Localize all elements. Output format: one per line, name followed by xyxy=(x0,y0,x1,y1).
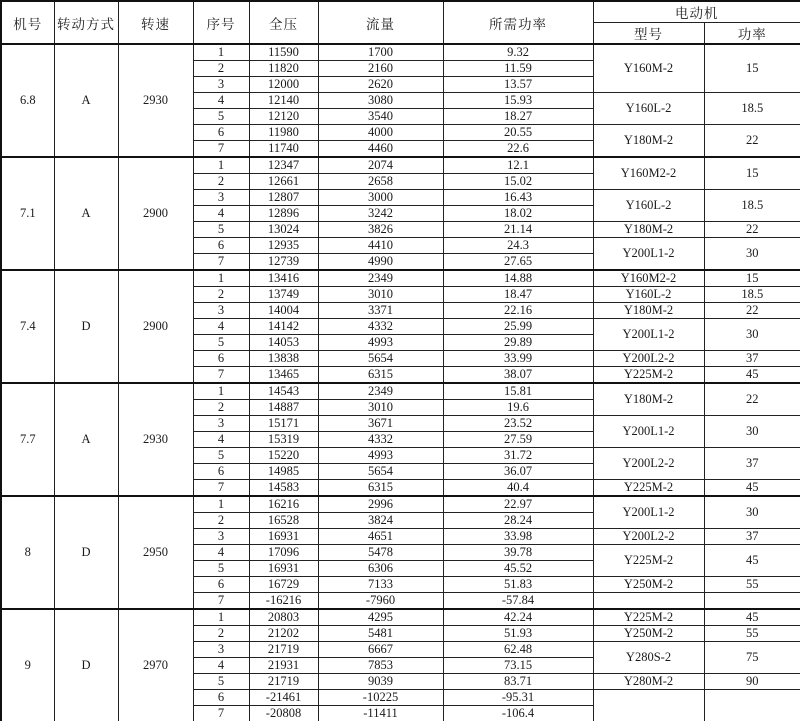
required-power-cell: 40.4 xyxy=(443,480,593,497)
table-row xyxy=(1,609,800,626)
pressure-cell: 21202 xyxy=(249,626,318,642)
required-power-cell: 33.98 xyxy=(443,529,593,545)
pressure-cell: 13416 xyxy=(249,270,318,287)
seq-cell: 1 xyxy=(193,496,249,513)
pressure-cell: 21719 xyxy=(249,674,318,690)
flow-cell: 9039 xyxy=(318,674,443,690)
flow-cell: 3080 xyxy=(318,93,443,109)
required-power-cell: 15.02 xyxy=(443,174,593,190)
header-row-1 xyxy=(1,1,800,23)
motor-model-cell: Y160M2-2 xyxy=(593,270,704,287)
seq-cell: 1 xyxy=(193,44,249,61)
table-row xyxy=(1,157,800,174)
flow-cell: 6306 xyxy=(318,561,443,577)
pressure-cell: 12347 xyxy=(249,157,318,174)
required-power-cell: 20.55 xyxy=(443,125,593,141)
motor-power-cell: 75 xyxy=(704,642,800,674)
flow-cell: 7853 xyxy=(318,658,443,674)
table-body xyxy=(1,44,800,721)
speed-cell: 2950 xyxy=(118,496,193,609)
machine-no-cell: 6.8 xyxy=(1,44,54,157)
seq-cell: 5 xyxy=(193,109,249,125)
motor-model-cell: Y160L-2 xyxy=(593,287,704,303)
motor-power-cell: 45 xyxy=(704,609,800,626)
required-power-cell: 62.48 xyxy=(443,642,593,658)
motor-model-cell: Y180M-2 xyxy=(593,222,704,238)
motor-model-cell: Y200L2-2 xyxy=(593,529,704,545)
required-power-cell: 18.02 xyxy=(443,206,593,222)
pressure-cell: 16931 xyxy=(249,529,318,545)
pressure-cell: 15220 xyxy=(249,448,318,464)
machine-no-cell: 8 xyxy=(1,496,54,609)
motor-model-cell: Y225M-2 xyxy=(593,545,704,577)
seq-cell: 5 xyxy=(193,674,249,690)
pressure-cell: 12807 xyxy=(249,190,318,206)
flow-cell: 4332 xyxy=(318,432,443,448)
flow-cell: -7960 xyxy=(318,593,443,610)
speed-cell: 2970 xyxy=(118,609,193,721)
motor-power-cell: 45 xyxy=(704,367,800,384)
table-row xyxy=(1,270,800,287)
pressure-cell: 16216 xyxy=(249,496,318,513)
drive-mode-cell: D xyxy=(54,496,118,609)
required-power-cell: 25.99 xyxy=(443,319,593,335)
seq-cell: 5 xyxy=(193,561,249,577)
flow-cell: 1700 xyxy=(318,44,443,61)
motor-model-cell: Y280S-2 xyxy=(593,642,704,674)
flow-cell: 4410 xyxy=(318,238,443,254)
seq-cell: 4 xyxy=(193,93,249,109)
required-power-cell: 16.43 xyxy=(443,190,593,206)
drive-mode-cell: A xyxy=(54,44,118,157)
motor-model-cell: Y160L-2 xyxy=(593,190,704,222)
pressure-cell: -16216 xyxy=(249,593,318,610)
required-power-cell: 24.3 xyxy=(443,238,593,254)
motor-power-cell: 15 xyxy=(704,270,800,287)
motor-model-cell xyxy=(593,593,704,610)
flow-cell: 4990 xyxy=(318,254,443,271)
motor-power-cell xyxy=(704,690,800,721)
required-power-cell: 51.93 xyxy=(443,626,593,642)
seq-cell: 2 xyxy=(193,287,249,303)
flow-cell: 6315 xyxy=(318,480,443,497)
motor-model-cell: Y180M-2 xyxy=(593,383,704,416)
flow-cell: 2620 xyxy=(318,77,443,93)
required-power-cell: -57.84 xyxy=(443,593,593,610)
flow-cell: 5481 xyxy=(318,626,443,642)
pressure-cell: 12896 xyxy=(249,206,318,222)
seq-cell: 1 xyxy=(193,383,249,400)
flow-cell: 3824 xyxy=(318,513,443,529)
motor-power-cell: 45 xyxy=(704,545,800,577)
seq-cell: 5 xyxy=(193,222,249,238)
required-power-cell: 19.6 xyxy=(443,400,593,416)
flow-cell: 2996 xyxy=(318,496,443,513)
header-drive-mode: 转动方式 xyxy=(54,1,118,44)
seq-cell: 3 xyxy=(193,190,249,206)
seq-cell: 3 xyxy=(193,416,249,432)
required-power-cell: 29.89 xyxy=(443,335,593,351)
pressure-cell: 16528 xyxy=(249,513,318,529)
pressure-cell: 14887 xyxy=(249,400,318,416)
header-pressure: 全压 xyxy=(249,1,318,44)
pressure-cell: 12739 xyxy=(249,254,318,271)
motor-model-cell: Y225M-2 xyxy=(593,367,704,384)
seq-cell: 2 xyxy=(193,626,249,642)
drive-mode-cell: A xyxy=(54,157,118,270)
required-power-cell: 9.32 xyxy=(443,44,593,61)
speed-cell: 2930 xyxy=(118,383,193,496)
required-power-cell: 14.88 xyxy=(443,270,593,287)
pressure-cell: 17096 xyxy=(249,545,318,561)
header-required-power: 所需功率 xyxy=(443,1,593,44)
flow-cell: -11411 xyxy=(318,706,443,721)
motor-model-cell: Y200L1-2 xyxy=(593,319,704,351)
motor-model-cell: Y200L1-2 xyxy=(593,238,704,271)
flow-cell: 5478 xyxy=(318,545,443,561)
header-machine-no: 机号 xyxy=(1,1,54,44)
required-power-cell: 11.59 xyxy=(443,61,593,77)
flow-cell: 3671 xyxy=(318,416,443,432)
seq-cell: 4 xyxy=(193,658,249,674)
motor-power-cell xyxy=(704,593,800,610)
seq-cell: 4 xyxy=(193,545,249,561)
pressure-cell: -20808 xyxy=(249,706,318,721)
motor-model-cell: Y250M-2 xyxy=(593,626,704,642)
motor-power-cell: 37 xyxy=(704,351,800,367)
pressure-cell: 20803 xyxy=(249,609,318,626)
required-power-cell: 21.14 xyxy=(443,222,593,238)
required-power-cell: 45.52 xyxy=(443,561,593,577)
seq-cell: 7 xyxy=(193,480,249,497)
motor-power-cell: 22 xyxy=(704,125,800,158)
machine-no-cell: 7.4 xyxy=(1,270,54,383)
required-power-cell: 22.97 xyxy=(443,496,593,513)
flow-cell: 4651 xyxy=(318,529,443,545)
required-power-cell: -106.4 xyxy=(443,706,593,721)
drive-mode-cell: A xyxy=(54,383,118,496)
motor-power-cell: 55 xyxy=(704,626,800,642)
flow-cell: -10225 xyxy=(318,690,443,706)
seq-cell: 4 xyxy=(193,432,249,448)
flow-cell: 4000 xyxy=(318,125,443,141)
motor-model-cell: Y200L1-2 xyxy=(593,416,704,448)
motor-power-cell: 22 xyxy=(704,303,800,319)
motor-model-cell: Y225M-2 xyxy=(593,480,704,497)
flow-cell: 7133 xyxy=(318,577,443,593)
table-row xyxy=(1,44,800,61)
table-row xyxy=(1,383,800,400)
required-power-cell: 15.81 xyxy=(443,383,593,400)
required-power-cell: 36.07 xyxy=(443,464,593,480)
required-power-cell: 33.99 xyxy=(443,351,593,367)
seq-cell: 4 xyxy=(193,206,249,222)
seq-cell: 2 xyxy=(193,174,249,190)
drive-mode-cell: D xyxy=(54,270,118,383)
pressure-cell: 14053 xyxy=(249,335,318,351)
motor-model-cell: Y200L2-2 xyxy=(593,351,704,367)
motor-power-cell: 30 xyxy=(704,319,800,351)
required-power-cell: 18.47 xyxy=(443,287,593,303)
pressure-cell: 13749 xyxy=(249,287,318,303)
seq-cell: 1 xyxy=(193,157,249,174)
pressure-cell: 12935 xyxy=(249,238,318,254)
seq-cell: 5 xyxy=(193,448,249,464)
flow-cell: 4460 xyxy=(318,141,443,158)
flow-cell: 2074 xyxy=(318,157,443,174)
pressure-cell: 12120 xyxy=(249,109,318,125)
motor-power-cell: 55 xyxy=(704,577,800,593)
seq-cell: 7 xyxy=(193,706,249,721)
seq-cell: 3 xyxy=(193,529,249,545)
motor-model-cell: Y160M2-2 xyxy=(593,157,704,190)
required-power-cell: 51.83 xyxy=(443,577,593,593)
seq-cell: 1 xyxy=(193,609,249,626)
speed-cell: 2930 xyxy=(118,44,193,157)
motor-model-cell: Y200L1-2 xyxy=(593,496,704,529)
flow-cell: 4993 xyxy=(318,335,443,351)
pressure-cell: 14543 xyxy=(249,383,318,400)
required-power-cell: 23.52 xyxy=(443,416,593,432)
seq-cell: 2 xyxy=(193,400,249,416)
motor-power-cell: 18.5 xyxy=(704,190,800,222)
motor-power-cell: 37 xyxy=(704,448,800,480)
flow-cell: 4295 xyxy=(318,609,443,626)
header-motor: 电动机 xyxy=(593,1,800,23)
required-power-cell: 42.24 xyxy=(443,609,593,626)
pressure-cell: 11590 xyxy=(249,44,318,61)
pressure-cell: 16729 xyxy=(249,577,318,593)
required-power-cell: 22.16 xyxy=(443,303,593,319)
seq-cell: 3 xyxy=(193,77,249,93)
motor-power-cell: 30 xyxy=(704,238,800,271)
motor-model-cell: Y160M-2 xyxy=(593,44,704,93)
seq-cell: 7 xyxy=(193,367,249,384)
required-power-cell: 27.59 xyxy=(443,432,593,448)
flow-cell: 6315 xyxy=(318,367,443,384)
pressure-cell: 12140 xyxy=(249,93,318,109)
flow-cell: 6667 xyxy=(318,642,443,658)
seq-cell: 4 xyxy=(193,319,249,335)
machine-no-cell: 7.1 xyxy=(1,157,54,270)
speed-cell: 2900 xyxy=(118,270,193,383)
required-power-cell: 22.6 xyxy=(443,141,593,158)
flow-cell: 3010 xyxy=(318,400,443,416)
seq-cell: 2 xyxy=(193,513,249,529)
required-power-cell: 28.24 xyxy=(443,513,593,529)
motor-model-cell: Y200L2-2 xyxy=(593,448,704,480)
header-speed: 转速 xyxy=(118,1,193,44)
motor-power-cell: 37 xyxy=(704,529,800,545)
seq-cell: 6 xyxy=(193,464,249,480)
seq-cell: 3 xyxy=(193,303,249,319)
motor-model-cell: Y180M-2 xyxy=(593,125,704,158)
seq-cell: 7 xyxy=(193,593,249,610)
required-power-cell: 73.15 xyxy=(443,658,593,674)
motor-power-cell: 22 xyxy=(704,222,800,238)
flow-cell: 4332 xyxy=(318,319,443,335)
pressure-cell: 14583 xyxy=(249,480,318,497)
flow-cell: 3826 xyxy=(318,222,443,238)
header-motor-power: 功率 xyxy=(704,23,800,45)
flow-cell: 3540 xyxy=(318,109,443,125)
required-power-cell: 18.27 xyxy=(443,109,593,125)
flow-cell: 3242 xyxy=(318,206,443,222)
required-power-cell: 39.78 xyxy=(443,545,593,561)
pressure-cell: 15319 xyxy=(249,432,318,448)
seq-cell: 7 xyxy=(193,254,249,271)
motor-power-cell: 18.5 xyxy=(704,93,800,125)
motor-power-cell: 15 xyxy=(704,157,800,190)
pressure-cell: 11980 xyxy=(249,125,318,141)
flow-cell: 3010 xyxy=(318,287,443,303)
required-power-cell: 13.57 xyxy=(443,77,593,93)
motor-model-cell: Y180M-2 xyxy=(593,303,704,319)
required-power-cell: 38.07 xyxy=(443,367,593,384)
motor-model-cell: Y250M-2 xyxy=(593,577,704,593)
seq-cell: 6 xyxy=(193,238,249,254)
pressure-cell: 12661 xyxy=(249,174,318,190)
header-flow: 流量 xyxy=(318,1,443,44)
table-header xyxy=(1,1,800,44)
flow-cell: 5654 xyxy=(318,464,443,480)
pressure-cell: 21931 xyxy=(249,658,318,674)
pressure-cell: 14142 xyxy=(249,319,318,335)
flow-cell: 3371 xyxy=(318,303,443,319)
speed-cell: 2900 xyxy=(118,157,193,270)
required-power-cell: 15.93 xyxy=(443,93,593,109)
flow-cell: 5654 xyxy=(318,351,443,367)
flow-cell: 2349 xyxy=(318,270,443,287)
seq-cell: 5 xyxy=(193,335,249,351)
seq-cell: 2 xyxy=(193,61,249,77)
flow-cell: 2160 xyxy=(318,61,443,77)
machine-no-cell: 7.7 xyxy=(1,383,54,496)
machine-no-cell: 9 xyxy=(1,609,54,721)
pressure-cell: 14985 xyxy=(249,464,318,480)
flow-cell: 2349 xyxy=(318,383,443,400)
header-seq: 序号 xyxy=(193,1,249,44)
pressure-cell: 16931 xyxy=(249,561,318,577)
pressure-cell: 13024 xyxy=(249,222,318,238)
required-power-cell: 31.72 xyxy=(443,448,593,464)
motor-power-cell: 30 xyxy=(704,416,800,448)
pressure-cell: 13838 xyxy=(249,351,318,367)
pressure-cell: 15171 xyxy=(249,416,318,432)
required-power-cell: 27.65 xyxy=(443,254,593,271)
table-row xyxy=(1,496,800,513)
motor-power-cell: 45 xyxy=(704,480,800,497)
pressure-cell: 14004 xyxy=(249,303,318,319)
pressure-cell: 12000 xyxy=(249,77,318,93)
seq-cell: 6 xyxy=(193,577,249,593)
pressure-cell: 11820 xyxy=(249,61,318,77)
motor-power-cell: 15 xyxy=(704,44,800,93)
flow-cell: 2658 xyxy=(318,174,443,190)
seq-cell: 6 xyxy=(193,351,249,367)
seq-cell: 6 xyxy=(193,125,249,141)
pressure-cell: 13465 xyxy=(249,367,318,384)
motor-power-cell: 90 xyxy=(704,674,800,690)
required-power-cell: 83.71 xyxy=(443,674,593,690)
required-power-cell: 12.1 xyxy=(443,157,593,174)
pressure-cell: 21719 xyxy=(249,642,318,658)
motor-power-cell: 30 xyxy=(704,496,800,529)
motor-power-cell: 18.5 xyxy=(704,287,800,303)
seq-cell: 1 xyxy=(193,270,249,287)
flow-cell: 4993 xyxy=(318,448,443,464)
motor-power-cell: 22 xyxy=(704,383,800,416)
seq-cell: 6 xyxy=(193,690,249,706)
required-power-cell: -95.31 xyxy=(443,690,593,706)
seq-cell: 7 xyxy=(193,141,249,158)
seq-cell: 3 xyxy=(193,642,249,658)
motor-model-cell xyxy=(593,690,704,721)
pressure-cell: 11740 xyxy=(249,141,318,158)
motor-model-cell: Y225M-2 xyxy=(593,609,704,626)
motor-model-cell: Y280M-2 xyxy=(593,674,704,690)
motor-model-cell: Y160L-2 xyxy=(593,93,704,125)
pressure-cell: -21461 xyxy=(249,690,318,706)
header-motor-model: 型号 xyxy=(593,23,704,45)
flow-cell: 3000 xyxy=(318,190,443,206)
drive-mode-cell: D xyxy=(54,609,118,721)
